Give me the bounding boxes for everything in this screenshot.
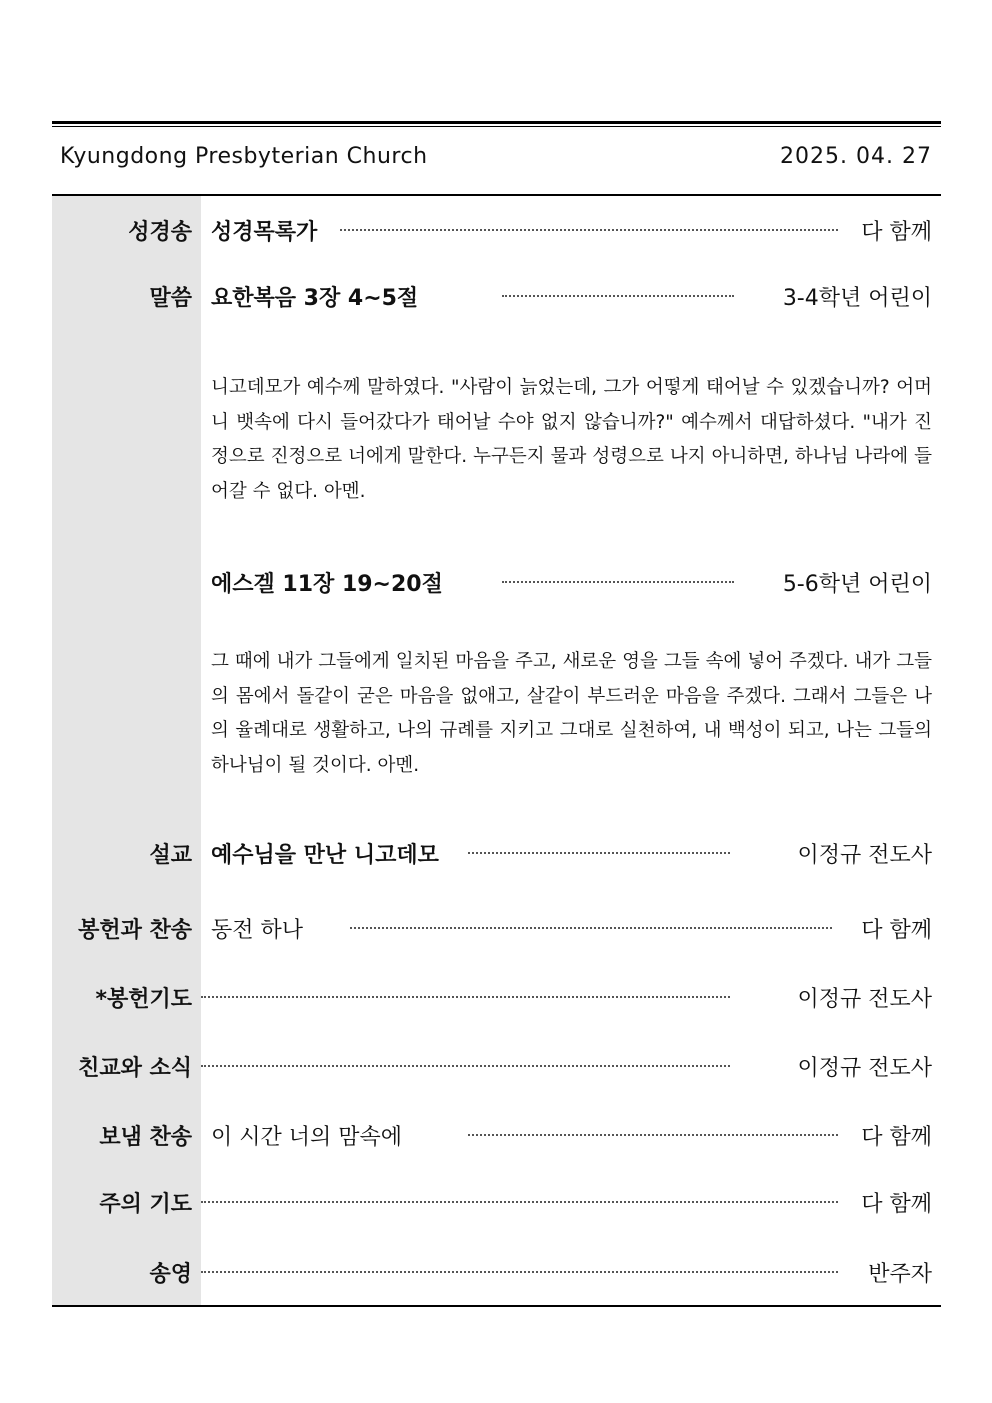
top-double-rule-2: [52, 126, 941, 127]
scripture-text-2: 그 때에 내가 그들에게 일치된 마음을 주고, 새로운 영을 그들 속에 넣어 주겠다. 내가 그들의 몸에서 돌같이 굳은 마음을 없애고, 살같이 부드러운 마음을 주겠다. 그래서 그들은 나의 율례대로 생활하고, 나의 규례를 지키고 그대로 실천하여, 내 백성이 되고, 나는 그들의 하나님이 될 것이다. 아멘.: [211, 651, 932, 776]
item-label-sending-hymn: 보냄 찬송: [99, 1125, 192, 1150]
item-who-hymn: 다 함께: [861, 220, 932, 245]
item-title-offering-hymn: 동전 하나: [211, 918, 304, 943]
item-label-hymn: 성경송: [128, 220, 192, 245]
item-title-hymn: 성경목록가: [211, 220, 318, 245]
item-label-sermon: 설교: [149, 843, 192, 868]
item-who-fellowship-news: 이정규 전도사: [797, 1056, 932, 1081]
item-who-sending-hymn: 다 함께: [861, 1125, 932, 1150]
dot-leader: [350, 927, 832, 929]
scripture-text-1: 니고데모가 예수께 말하였다. "사람이 늙었는데, 그가 어떻게 태어날 수 있겠습니까? 어머니 뱃속에 다시 들어갔다가 태어날 수야 없지 않습니까?" 예수께서 대답하셨다. "내가 진정으로 진정으로 너에게 말한다. 누구든지 물과 성령으로 나지 아니하면, 하나님 나라에 들어갈 수 없다. 아멘.: [211, 377, 932, 502]
item-who-sermon: 이정규 전도사: [797, 843, 932, 868]
dot-leader: [201, 1065, 730, 1067]
item-title-sending-hymn: 이 시간 너의 맘속에: [211, 1125, 402, 1150]
item-label-offering-hymn: 봉헌과 찬송: [78, 918, 192, 943]
item-who-scripture-2: 5-6학년 어린이: [782, 572, 932, 597]
item-title-sermon: 예수님을 만난 니고데모: [211, 843, 439, 868]
item-who-offering-prayer: 이정규 전도사: [797, 987, 932, 1012]
top-double-rule-1: [52, 121, 941, 124]
dot-leader: [340, 229, 838, 231]
item-label-doxology: 송영: [149, 1262, 192, 1287]
church-name: Kyungdong Presbyterian Church: [60, 144, 428, 169]
item-who-doxology: 반주자: [868, 1262, 932, 1287]
item-title-scripture-1: 요한복음 3장 4~5절: [211, 286, 419, 311]
dot-leader: [502, 295, 734, 297]
dot-leader: [502, 581, 734, 583]
dot-leader: [201, 1201, 838, 1203]
item-who-offering-hymn: 다 함께: [861, 918, 932, 943]
bulletin-date: 2025. 04. 27: [780, 144, 932, 169]
item-who-lords-prayer: 다 함께: [861, 1192, 932, 1217]
item-label-offering-prayer: *봉헌기도: [95, 987, 192, 1012]
dot-leader: [201, 996, 730, 998]
item-label-fellowship-news: 친교와 소식: [78, 1056, 192, 1081]
item-label-word: 말씀: [149, 286, 192, 311]
item-title-scripture-2: 에스겔 11장 19~20절: [211, 572, 443, 597]
bottom-rule: [52, 1305, 941, 1307]
item-who-scripture-1: 3-4학년 어린이: [782, 286, 932, 311]
dot-leader: [468, 852, 730, 854]
item-label-lords-prayer: 주의 기도: [99, 1192, 192, 1217]
dot-leader: [468, 1134, 838, 1136]
dot-leader: [201, 1271, 838, 1273]
